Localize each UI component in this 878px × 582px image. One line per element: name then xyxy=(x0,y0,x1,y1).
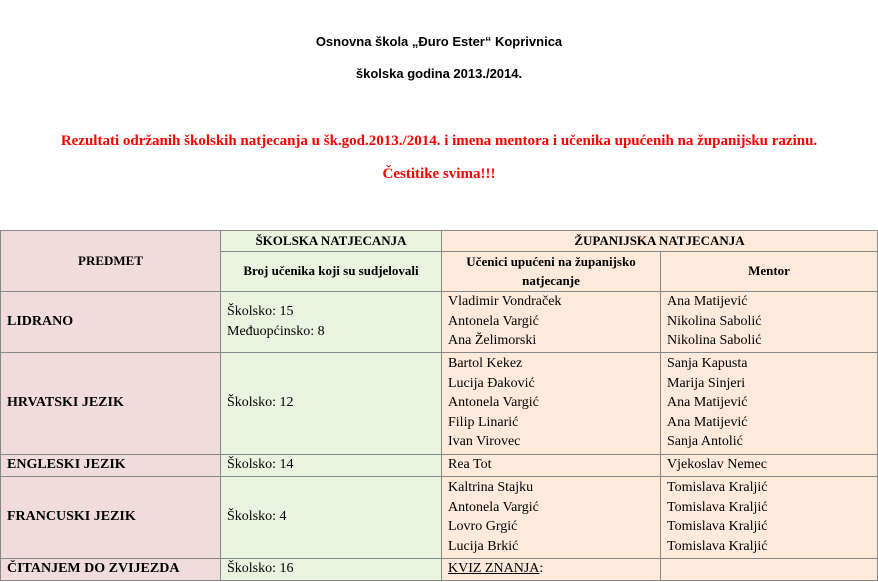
participants-line: Školsko: 15 xyxy=(227,304,294,319)
mentor-name: Tomislava Kraljić xyxy=(667,538,768,554)
student-name: Bartol Kekez xyxy=(448,356,523,372)
mentor-name: Sanja Kapusta xyxy=(667,356,748,372)
subject-cell: LIDRANO xyxy=(1,291,221,352)
mentor-name: Ana Matijević xyxy=(667,294,748,310)
table-row xyxy=(1,454,878,476)
mentors-cell xyxy=(661,454,878,476)
table-row xyxy=(1,476,878,558)
mentors-cell xyxy=(661,476,878,558)
header-county-competitions: ŽUPANIJSKA NATJECANJA xyxy=(442,231,878,252)
quiz-label: KVIZ ZNANJA xyxy=(448,561,540,577)
mentor-name: Sanja Antolić xyxy=(667,434,743,450)
mentor-name: Vjekoslav Nemec xyxy=(667,457,767,473)
student-name: Lucija Brkić xyxy=(448,538,519,554)
header-participants: Broj učenika koji su sudjelovali xyxy=(221,251,442,291)
mentor-name: Tomislava Kraljić xyxy=(667,519,768,534)
student-name: Lucija Đaković xyxy=(448,375,535,391)
participants-line: Školsko: 4 xyxy=(227,509,287,525)
subject-cell: ENGLESKI JEZIK xyxy=(1,454,221,476)
participants-cell xyxy=(221,558,442,580)
quiz-suffix: : xyxy=(539,561,544,577)
students-cell xyxy=(442,476,661,558)
header-subject: PREDMET xyxy=(1,231,221,292)
student-name: Vladimir Vondraček xyxy=(448,294,562,310)
subject-cell: HRVATSKI JEZIK xyxy=(1,352,221,454)
school-year: školska godina 2013./2014. xyxy=(355,66,523,81)
header-students: Učenici upućeni na županijsko natjecanje xyxy=(442,251,661,291)
mentor-name: Tomislava Kraljić xyxy=(667,480,768,495)
participants-cell xyxy=(221,291,442,352)
student-name: Antonela Vargić xyxy=(448,395,539,411)
mentor-name: Ana Matijević xyxy=(667,395,748,411)
participants-cell xyxy=(221,476,442,558)
mentor-name: Ana Matijević xyxy=(667,414,748,430)
student-name: Antonela Vargić xyxy=(448,313,539,329)
results-table xyxy=(0,230,878,581)
table-row xyxy=(1,291,878,352)
participants-line: Međuopćinsko: 8 xyxy=(227,323,325,339)
school-title: Osnovna škola „Đuro Ester“ Koprivnica xyxy=(315,34,563,49)
mentor-name: Marija Sinjeri xyxy=(667,375,746,391)
mentors-cell xyxy=(661,291,878,352)
table-row xyxy=(1,352,878,454)
participants-line: Školsko: 14 xyxy=(227,457,294,473)
participants-line: Školsko: 16 xyxy=(227,561,294,577)
students-cell xyxy=(442,558,661,580)
subject-cell: ČITANJEM DO ZVIJEZDA xyxy=(1,558,221,580)
students-cell xyxy=(442,454,661,476)
students-cell xyxy=(442,352,661,454)
mentors-cell xyxy=(661,352,878,454)
participants-line: Školsko: 12 xyxy=(227,395,294,411)
congratulations: Čestitike svima!!! xyxy=(382,166,496,182)
mentor-name: Nikolina Sabolić xyxy=(667,313,762,329)
students-cell xyxy=(442,291,661,352)
student-name: Ana Želimorski xyxy=(448,333,537,349)
participants-cell xyxy=(221,352,442,454)
header-school-competitions: ŠKOLSKA NATJECANJA xyxy=(221,231,442,252)
participants-cell xyxy=(221,454,442,476)
student-name: Kaltrina Stajku xyxy=(448,480,534,495)
mentors-cell xyxy=(661,558,878,580)
subject-cell: FRANCUSKI JEZIK xyxy=(1,476,221,558)
student-name: Rea Tot xyxy=(448,457,492,473)
student-name: Lovro Grgić xyxy=(448,519,518,534)
student-name: Antonela Vargić xyxy=(448,499,539,515)
student-name: Filip Linarić xyxy=(448,414,519,430)
header-mentor: Mentor xyxy=(661,251,878,291)
mentor-name: Nikolina Sabolić xyxy=(667,333,762,349)
table-row xyxy=(1,558,878,580)
student-name: Ivan Virovec xyxy=(448,434,521,450)
results-notice: Rezultati održanih školskih natjecanja u šk.god.2013./2014. i imena mentora i učenika upućenih na županijsku razinu. xyxy=(60,133,818,149)
mentor-name: Tomislava Kraljić xyxy=(667,499,768,515)
